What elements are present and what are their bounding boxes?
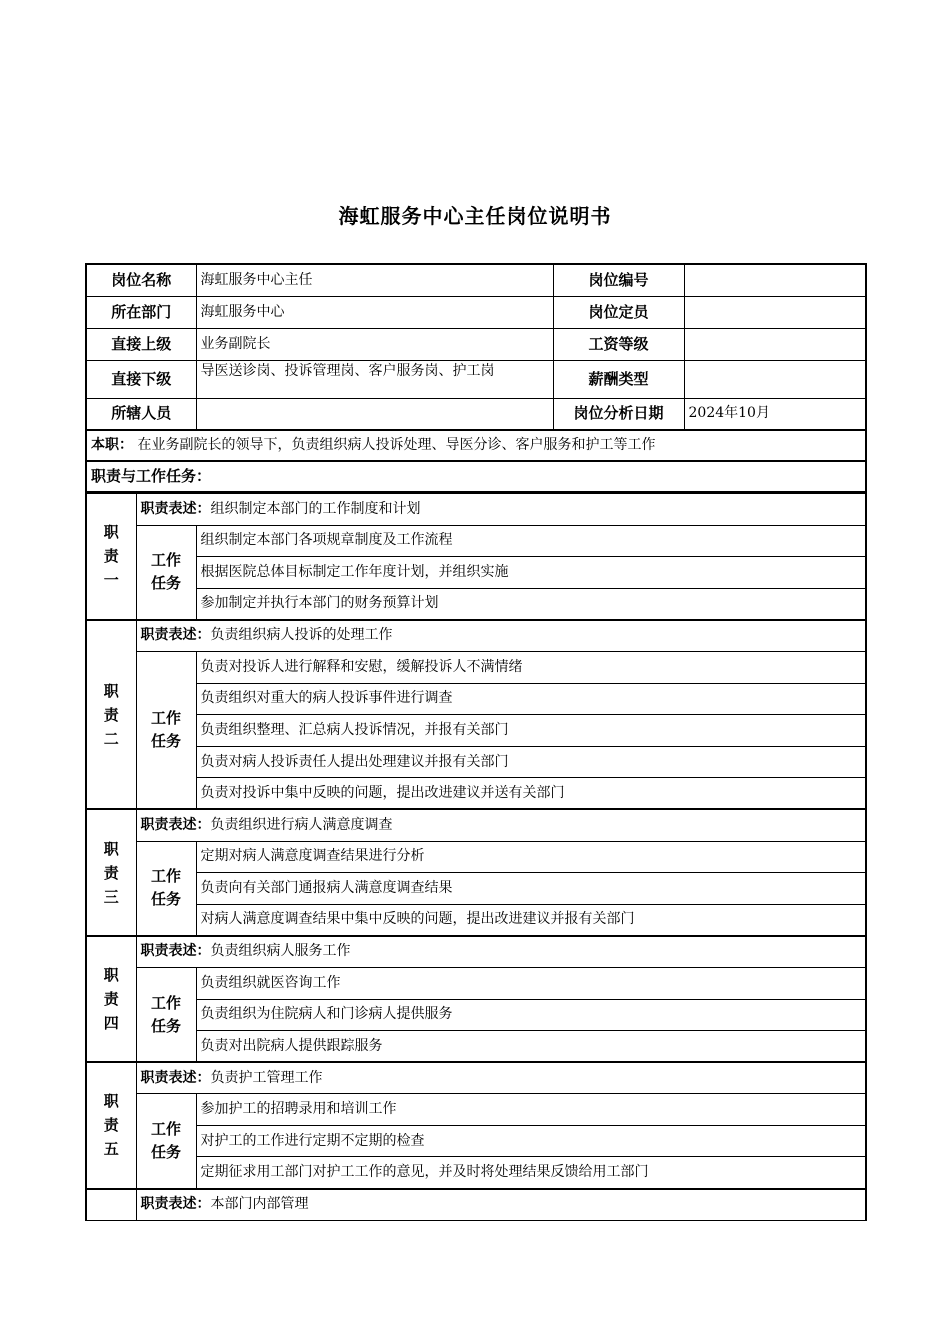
task-label (136, 841, 196, 936)
responsibility-group-name (86, 1062, 136, 1188)
duty-label: 本职： (91, 437, 133, 453)
task-item: 负责对病人投诉责任人提出处理建议并报有关部门 (196, 746, 866, 778)
task-row (86, 841, 866, 873)
task-row (86, 1094, 866, 1126)
task-label-line: 工作 (150, 709, 181, 728)
responsibility-desc-label: 职责表述： (140, 1069, 211, 1086)
responsibility-group-char: 职 (103, 1092, 119, 1111)
task-label (136, 651, 196, 809)
responsibility-group-char: 职 (103, 523, 119, 542)
responsibility-group-char: 责 (103, 990, 119, 1008)
info-row (86, 264, 866, 296)
task-row (86, 683, 866, 715)
task-item: 负责对投诉中集中反映的问题，提出改进建议并送有关部门 (196, 778, 866, 810)
responsibility-desc-text: 负责组织病人服务工作 (210, 943, 351, 960)
task-item: 对护工的工作进行定期不定期的检查 (196, 1125, 866, 1157)
task-item: 定期征求用工部门对护工工作的意见，并及时将处理结果反馈给用工部门 (196, 1157, 866, 1189)
task-row (86, 999, 866, 1031)
task-label-line: 任务 (150, 890, 181, 909)
responsibility-desc-label: 职责表述： (140, 943, 211, 960)
position-name-label: 岗位名称 (86, 264, 196, 296)
salary-grade-label: 工资等级 (553, 328, 684, 360)
info-row (86, 296, 866, 328)
responsibility-desc (136, 494, 866, 526)
responsibility-group-char: 三 (103, 887, 119, 906)
task-item: 参加制定并执行本部门的财务预算计划 (196, 588, 866, 620)
superior-label: 直接上级 (86, 328, 196, 360)
responsibility-desc-text: 负责组织进行病人满意度调查 (210, 816, 393, 833)
task-label-line: 任务 (150, 1016, 181, 1035)
task-item: 负责对投诉人进行解释和安慰，缓解投诉人不满情绪 (196, 651, 866, 683)
task-item: 参加护工的招聘录用和培训工作 (196, 1094, 866, 1126)
responsibility-group-char: 责 (103, 1116, 119, 1135)
responsibility-desc-row (86, 1062, 866, 1094)
responsibility-group-char: 职 (103, 839, 119, 858)
responsibility-desc-text: 组织制定本部门的工作制度和计划 (210, 500, 421, 517)
task-row (86, 873, 866, 905)
task-item: 负责向有关部门通报病人满意度调查结果 (196, 873, 866, 905)
department-value: 海虹服务中心 (196, 296, 553, 328)
task-item: 负责组织对重大的病人投诉事件进行调查 (196, 683, 866, 715)
headcount-value (684, 296, 866, 328)
task-label-line: 工作 (150, 993, 181, 1012)
position-code-value (684, 264, 866, 296)
responsibility-group-char: 职 (103, 681, 119, 700)
task-item: 负责组织为住院病人和门诊病人提供服务 (196, 999, 866, 1031)
salary-grade-value (684, 328, 866, 360)
duty-row (86, 430, 866, 461)
responsibility-desc-row (86, 1189, 866, 1221)
task-label-line: 工作 (150, 1119, 181, 1138)
task-row (86, 778, 866, 810)
job-description-sheet (85, 263, 865, 1221)
duty-cell (86, 430, 866, 461)
task-row (86, 746, 866, 778)
subordinate-label: 直接下级 (86, 360, 196, 398)
task-item: 负责组织就医咨询工作 (196, 967, 866, 999)
responsibility-group-name (86, 1189, 136, 1221)
pay-type-value (684, 360, 866, 398)
task-item: 组织制定本部门各项规章制度及工作流程 (196, 525, 866, 557)
responsibility-group-char: 责 (103, 705, 119, 724)
responsibility-group-char: 责 (103, 863, 119, 882)
info-row (86, 398, 866, 430)
responsibilities-table (85, 493, 867, 1221)
task-label (136, 525, 196, 620)
responsibility-desc-label: 职责表述： (140, 816, 211, 833)
responsibility-group-char: 四 (103, 1014, 119, 1032)
responsibility-group-name (86, 620, 136, 810)
analysis-date-label: 岗位分析日期 (553, 398, 684, 430)
task-row (86, 1125, 866, 1157)
analysis-date-value: 2024年10月 (684, 398, 866, 430)
responsibility-group-char: 五 (103, 1140, 119, 1159)
responsibility-desc-label: 职责表述： (140, 1196, 211, 1213)
task-row (86, 967, 866, 999)
subordinate-value: 导医送诊岗、投诉管理岗、客户服务岗、护工岗 (196, 360, 553, 398)
task-row (86, 1031, 866, 1063)
responsibility-group-char: 职 (103, 966, 119, 984)
task-row (86, 904, 866, 936)
responsibility-group-char: 责 (103, 547, 119, 566)
responsibility-desc-row (86, 494, 866, 526)
task-item: 定期对病人满意度调查结果进行分析 (196, 841, 866, 873)
responsibility-group-name (86, 936, 136, 1062)
responsibility-group-char: 二 (103, 729, 119, 748)
task-item: 对病人满意度调查结果中集中反映的问题，提出改进建议并报有关部门 (196, 904, 866, 936)
task-label-line: 任务 (150, 574, 181, 593)
responsibilities-header: 职责与工作任务： (86, 461, 866, 492)
superior-value: 业务副院长 (196, 328, 553, 360)
responsibility-group-char: 一 (103, 571, 119, 590)
page-title: 海虹服务中心主任岗位说明书 (338, 204, 612, 228)
task-row (86, 588, 866, 620)
responsibility-desc-row (86, 809, 866, 841)
task-row (86, 1157, 866, 1189)
task-item: 负责对出院病人提供跟踪服务 (196, 1031, 866, 1063)
responsibilities-header-row (86, 461, 866, 492)
task-row (86, 651, 866, 683)
info-row (86, 328, 866, 360)
responsibility-desc-row (86, 620, 866, 652)
responsibility-desc-label: 职责表述： (140, 627, 211, 644)
task-row (86, 525, 866, 557)
responsibility-desc (136, 1189, 866, 1221)
responsibility-group-name (86, 494, 136, 620)
responsibility-desc-text: 负责组织病人投诉的处理工作 (210, 627, 393, 644)
responsibility-group-name (86, 809, 136, 935)
task-row (86, 557, 866, 589)
task-row (86, 715, 866, 747)
duty-text: 在业务副院长的领导下，负责组织病人投诉处理、导医分诊、客户服务和护工等工作 (137, 437, 656, 453)
responsibility-desc (136, 1062, 866, 1094)
responsibility-desc-row (86, 936, 866, 968)
task-label-line: 任务 (150, 732, 181, 751)
task-label (136, 967, 196, 1062)
task-item: 负责组织整理、汇总病人投诉情况，并报有关部门 (196, 715, 866, 747)
pay-type-label: 薪酬类型 (553, 360, 684, 398)
position-code-label: 岗位编号 (553, 264, 684, 296)
responsibility-desc-label: 职责表述： (140, 500, 211, 517)
responsibility-desc (136, 809, 866, 841)
responsibilities-body (86, 494, 866, 1221)
responsibility-desc-text: 负责护工管理工作 (210, 1069, 323, 1086)
staff-label: 所辖人员 (86, 398, 196, 430)
responsibility-desc (136, 936, 866, 968)
task-item: 根据医院总体目标制定工作年度计划，并组织实施 (196, 557, 866, 589)
headcount-label: 岗位定员 (553, 296, 684, 328)
info-row (86, 360, 866, 398)
task-label-line: 工作 (150, 867, 181, 886)
staff-value (196, 398, 553, 430)
task-label (136, 1094, 196, 1189)
task-label-line: 任务 (150, 1142, 181, 1161)
responsibility-desc-text: 本部门内部管理 (210, 1196, 309, 1213)
position-name-value: 海虹服务中心主任 (196, 264, 553, 296)
responsibility-desc (136, 620, 866, 652)
department-label: 所在部门 (86, 296, 196, 328)
task-label-line: 工作 (150, 551, 181, 570)
info-table (85, 263, 867, 493)
